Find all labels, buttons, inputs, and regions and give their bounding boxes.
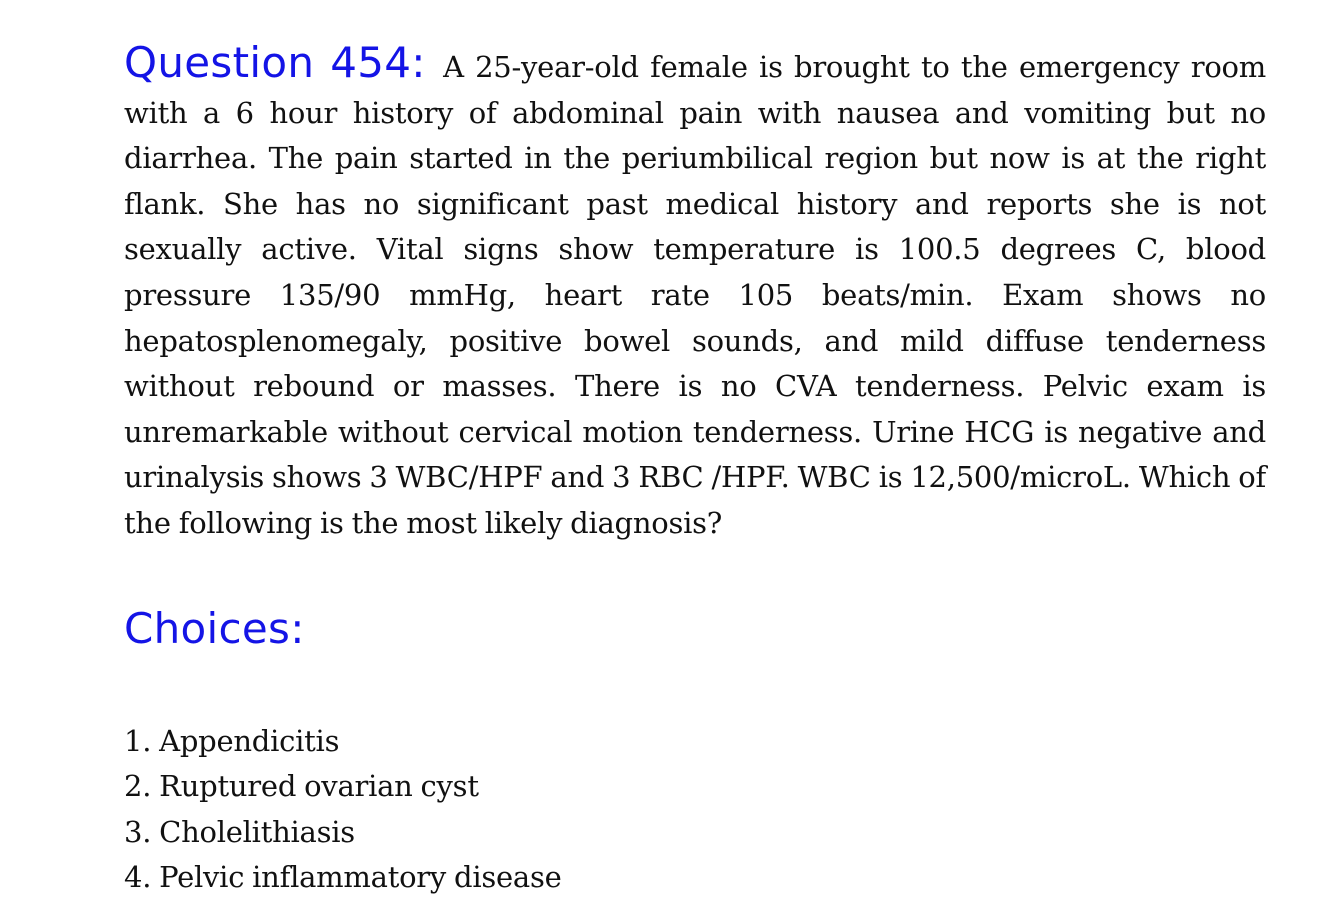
choices-heading: Choices: <box>124 603 305 653</box>
choice-item: 1. Appendicitis <box>124 723 340 758</box>
choice-item: 2. Ruptured ovarian cyst <box>124 769 479 804</box>
question-paragraph <box>124 40 1266 547</box>
question-heading: Question 454: <box>124 38 426 87</box>
question-page <box>124 40 1266 901</box>
choice-list <box>124 719 1266 901</box>
choice-item: 3. Cholelithiasis <box>124 814 355 849</box>
choice-item: 4. Pelvic inflammatory disease <box>124 860 562 895</box>
question-text: A 25-year-old female is brought to the emergency room with a 6 hour history of abdominal pain with nausea and vomiting but no diarrhea. The pain started in the periumbilical region but now is at the right flank. She has no significant past medical history and reports she is not sexually active. Vital signs show temperature is 100.5 degrees C, blood pressure 135/90 mmHg, heart rate 105 beats/min. Exam shows no hepatosplenomegaly, positive bowel sounds, and mild diffuse tenderness without rebound or masses. There is no CVA tenderness. Pelvic exam is unremarkable without cervical motion tenderness. Urine HCG is negative and urinalysis shows 3 WBC/HPF and 3 RBC /HPF. WBC is 12,500/microL. Which of the following is the most likely diagnosis? <box>124 50 1267 540</box>
